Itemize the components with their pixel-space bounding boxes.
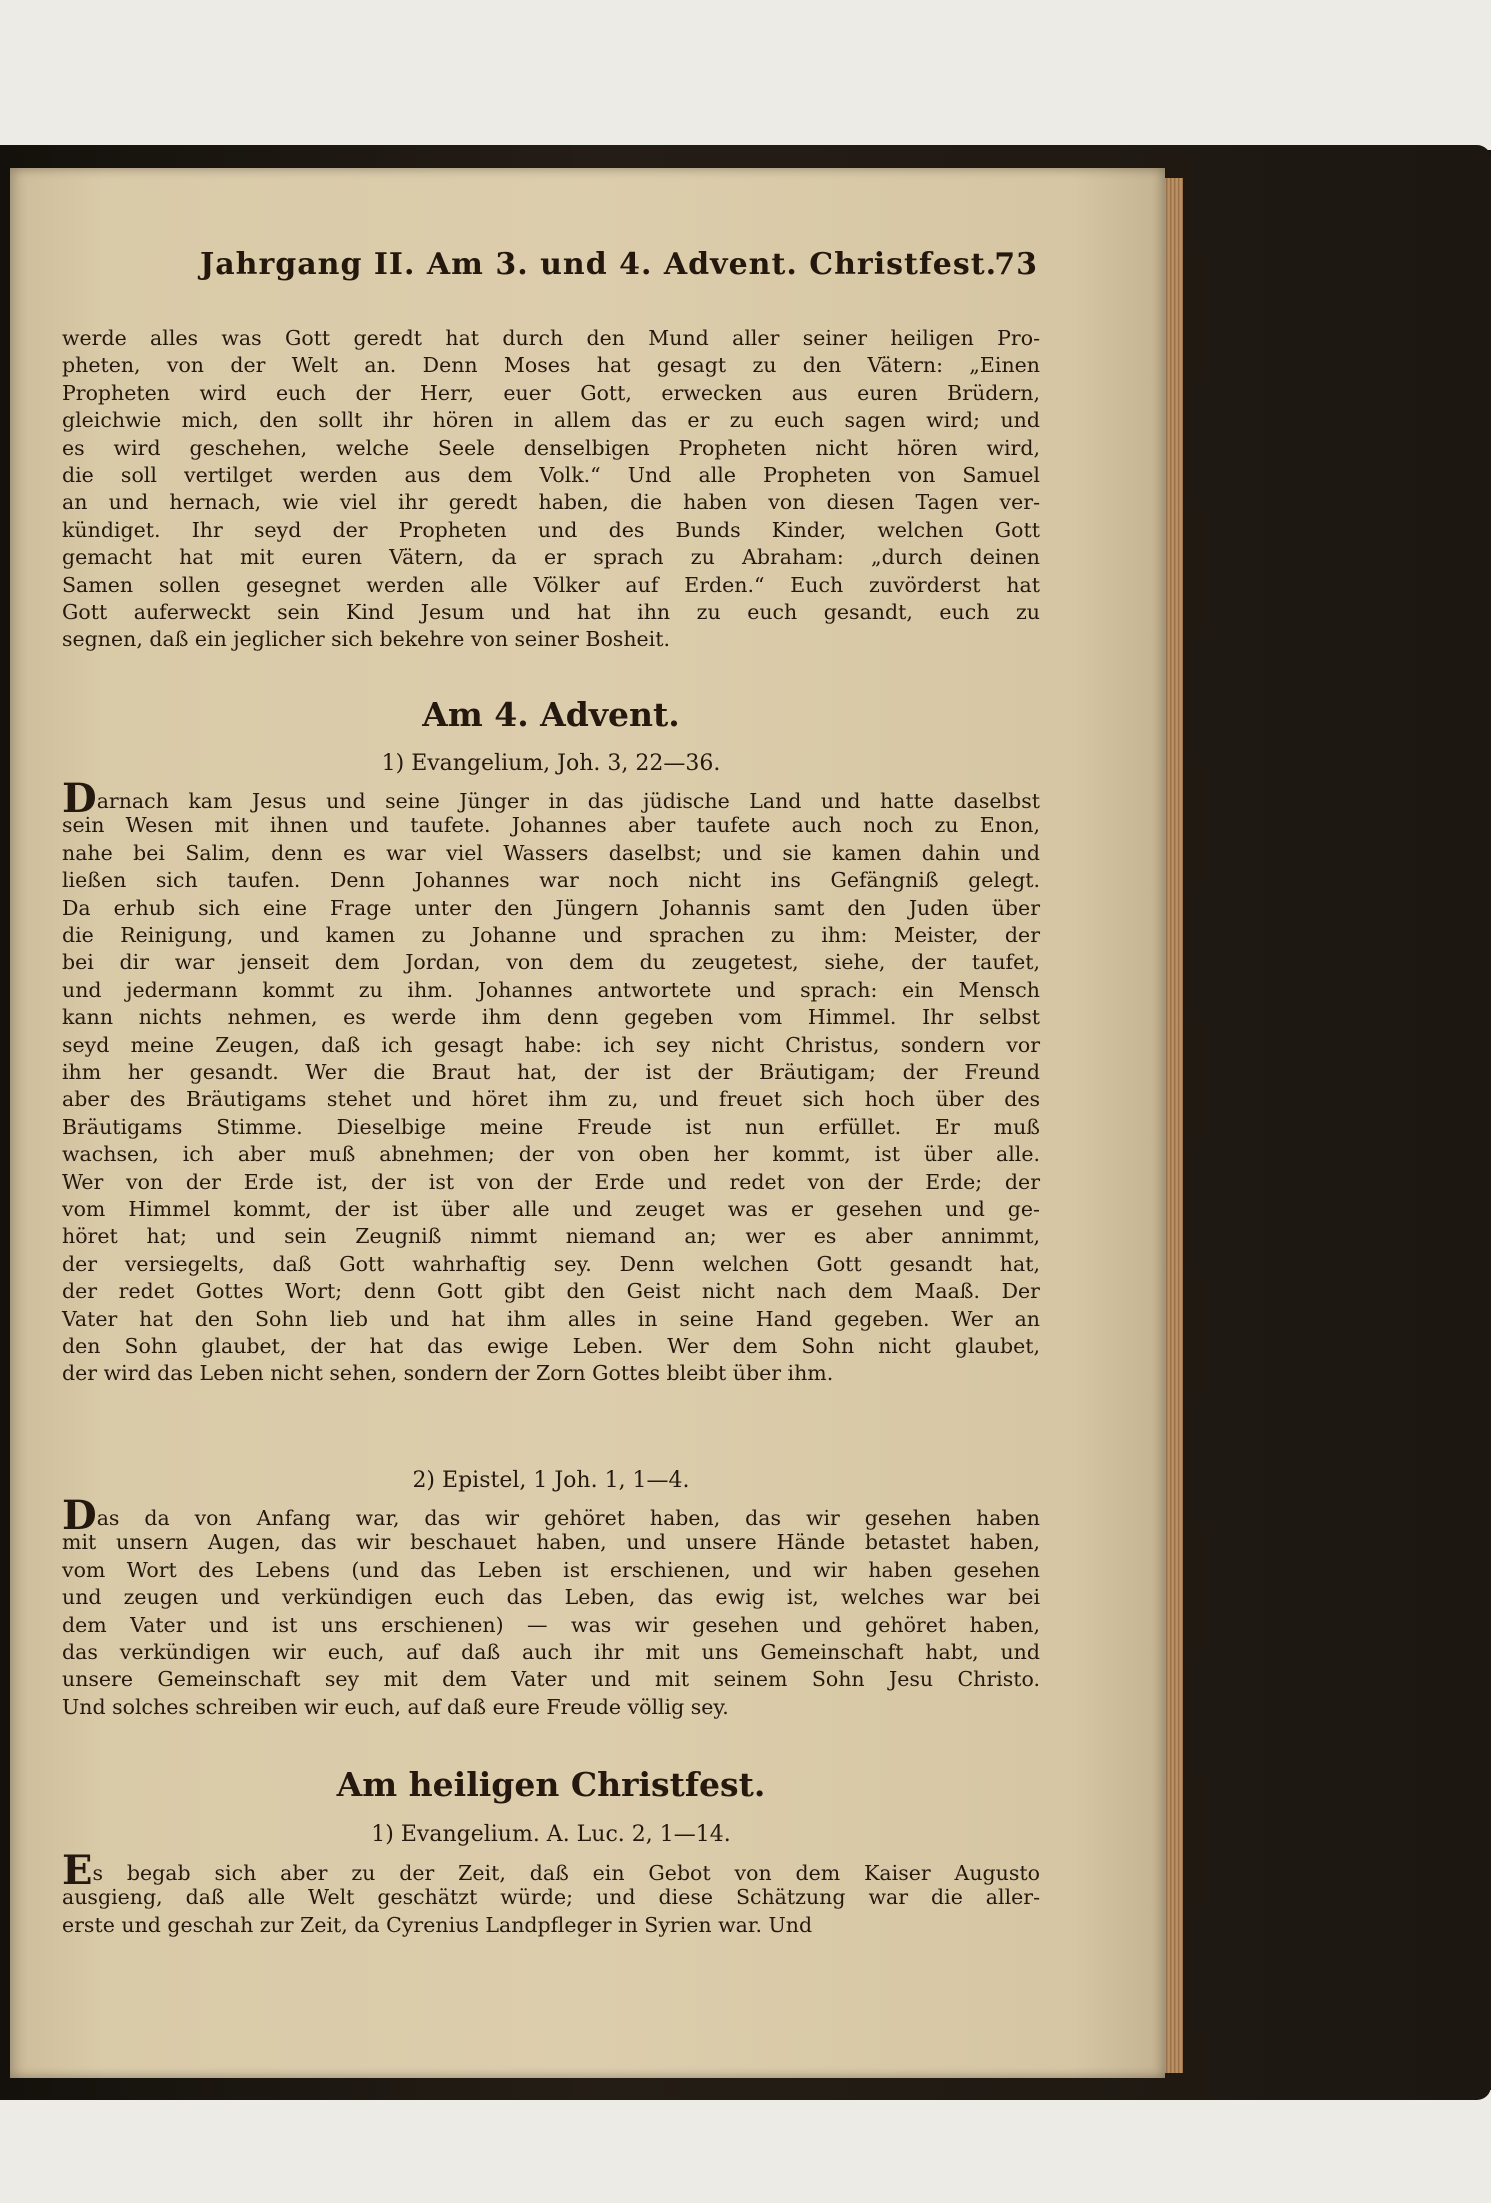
text-line: es wird geschehen, welche Seele denselbigen Propheten nicht hören wird, bbox=[62, 435, 1040, 460]
text-line: und zeugen und verkündigen euch das Leben, das ewig ist, welches war bei bbox=[62, 1585, 1040, 1610]
text-line: unsere Gemeinschaft sey mit dem Vater und mit seinem Sohn Jesu Christo. bbox=[62, 1667, 1040, 1692]
drop-cap: E bbox=[62, 1847, 93, 1894]
text-line: gleichwie mich, den sollt ihr hören in allem das er zu euch sagen wird; und bbox=[62, 408, 1040, 433]
text-line: die Reinigung, und kamen zu Johanne und sprachen zu ihm: Meister, der bbox=[62, 923, 1040, 947]
text-line: Und solches schreiben wir euch, auf daß eure Freude völlig sey. bbox=[62, 1694, 729, 1719]
text-line: vom Wort des Lebens (und das Leben ist erschienen, und wir haben gesehen bbox=[62, 1557, 1040, 1582]
text-line: Bräutigams Stimme. Dieselbige meine Freude ist nun erfüllet. Er muß bbox=[62, 1114, 1040, 1139]
text-line: ausgieng, daß alle Welt geschätzt würde; und diese Schätzung war die aller- bbox=[62, 1885, 1040, 1910]
text-line: der wird das Leben nicht sehen, sondern der Zorn Gottes bleibt über ihm. bbox=[62, 1361, 834, 1386]
text-line: werde alles was Gott geredt hat durch den Mund aller seiner heiligen Pro- bbox=[62, 326, 1040, 350]
text-line: den Sohn glaubet, der hat das ewige Leben. Wer dem Sohn nicht glaubet, bbox=[62, 1334, 1040, 1358]
text-line: der redet Gottes Wort; denn Gott gibt den Geist nicht nach dem Maaß. Der bbox=[62, 1279, 1040, 1304]
background-bottom bbox=[0, 2090, 1491, 2203]
text-line: höret hat; und sein Zeugniß nimmt niemand an; wer es aber annimmt, bbox=[62, 1224, 1040, 1249]
background-top bbox=[0, 0, 1491, 150]
text-line: das verkündigen wir euch, auf daß auch ihr mit uns Gemeinschaft habt, und bbox=[62, 1640, 1040, 1664]
text-line: Samen sollen gesegnet werden alle Völker auf Erden.“ Euch zuvörderst hat bbox=[62, 572, 1040, 597]
section-heading-christfest: Am heiligen Christfest. bbox=[336, 1765, 766, 1804]
header-title: Jahrgang II. Am 3. und 4. Advent. Christfest. bbox=[200, 247, 998, 282]
section-heading-advent: Am 4. Advent. bbox=[422, 695, 680, 734]
text-line: Propheten wird euch der Herr, euer Gott, erwecken aus euren Brüdern, bbox=[62, 380, 1040, 405]
drop-cap: D bbox=[62, 775, 97, 822]
text-line: Gott auferweckt sein Kind Jesum und hat ihn zu euch gesandt, euch zu bbox=[62, 600, 1040, 624]
text-line-content: arnach kam Jesus und seine Jünger in das jüdische Land und hatte daselbst bbox=[96, 789, 1040, 813]
text-line: aber des Bräutigams stehet und höret ihm zu, und freuet sich hoch über des bbox=[62, 1087, 1040, 1112]
text-line: kündiget. Ihr seyd der Propheten und des Bunds Kinder, welchen Gott bbox=[62, 517, 1040, 542]
text-line: Wer von der Erde ist, der ist von der Erde und redet von der Erde; der bbox=[62, 1169, 1040, 1194]
text-line: sein Wesen mit ihnen und taufete. Johannes aber taufete auch noch zu Enon, bbox=[62, 813, 1040, 838]
text-line: nahe bei Salim, denn es war viel Wassers daselbst; und sie kamen dahin und bbox=[62, 840, 1040, 865]
text-line bbox=[62, 1492, 1040, 1539]
text-line: wachsen, ich aber muß abnehmen; der von oben her kommt, ist über alle. bbox=[62, 1142, 1040, 1167]
text-line: und jedermann kommt zu ihm. Johannes antwortete und sprach: ein Mensch bbox=[62, 977, 1040, 1002]
text-line-content: as da von Anfang war, das wir gehöret haben, das wir gesehen haben bbox=[96, 1506, 1040, 1530]
text-line: ihm her gesandt. Wer die Braut hat, der ist der Bräutigam; der Freund bbox=[62, 1060, 1040, 1084]
text-line: gemacht hat mit euren Vätern, da er sprach zu Abraham: „durch deinen bbox=[62, 545, 1040, 570]
text-line: der versiegelts, daß Gott wahrhaftig sey. Denn welchen Gott gesandt hat, bbox=[62, 1251, 1040, 1276]
text-line bbox=[62, 1847, 1040, 1894]
text-line: die soll vertilget werden aus dem Volk.“ Und alle Propheten von Samuel bbox=[62, 463, 1040, 487]
text-line: pheten, von der Welt an. Denn Moses hat gesagt zu den Vätern: „Einen bbox=[62, 353, 1040, 378]
text-line: erste und geschah zur Zeit, da Cyrenius Landpfleger in Syrien war. Und bbox=[62, 1912, 813, 1937]
text-line: an und hernach, wie viel ihr geredt haben, die haben von diesen Tagen ver- bbox=[62, 490, 1040, 515]
reading-title-epistel: 2) Epistel, 1 Joh. 1, 1—4. bbox=[412, 1468, 690, 1493]
text-line bbox=[62, 775, 1040, 822]
text-line: dem Vater und ist uns erschienen) — was wir gesehen und gehöret haben, bbox=[62, 1612, 1040, 1637]
text-line: segnen, daß ein jeglicher sich bekehre von seiner Bosheit. bbox=[62, 627, 670, 652]
text-line: bei dir war jenseit dem Jordan, von dem du zeugetest, siehe, der taufet, bbox=[62, 950, 1040, 975]
text-line: Da erhub sich eine Frage unter den Jüngern Johannis samt den Juden über bbox=[62, 895, 1040, 920]
reading-title-christfest-evangelium: 1) Evangelium. A. Luc. 2, 1—14. bbox=[371, 1822, 731, 1847]
running-header bbox=[200, 247, 1038, 291]
reading-title-evangelium: 1) Evangelium, Joh. 3, 22—36. bbox=[381, 751, 721, 776]
text-line: vom Himmel kommt, der ist über alle und zeuget was er gesehen und ge- bbox=[62, 1197, 1040, 1221]
text-line: kann nichts nehmen, es werde ihm denn gegeben vom Himmel. Ihr selbst bbox=[62, 1005, 1040, 1030]
page-edges bbox=[1163, 178, 1183, 2073]
text-line: ließen sich taufen. Denn Johannes war noch nicht ins Gefängniß gelegt. bbox=[62, 868, 1040, 893]
drop-cap: D bbox=[62, 1492, 97, 1539]
text-line-content: s begab sich aber zu der Zeit, daß ein Gebot von dem Kaiser Augusto bbox=[92, 1861, 1040, 1885]
text-line: Vater hat den Sohn lieb und hat ihm alles in seine Hand gegeben. Wer an bbox=[62, 1306, 1040, 1331]
page-number: 73 bbox=[994, 247, 1038, 282]
text-line: seyd meine Zeugen, daß ich gesagt habe: ich sey nicht Christus, sondern vor bbox=[62, 1032, 1040, 1057]
text-line: mit unsern Augen, das wir beschauet haben, und unsere Hände betastet haben, bbox=[62, 1530, 1040, 1555]
